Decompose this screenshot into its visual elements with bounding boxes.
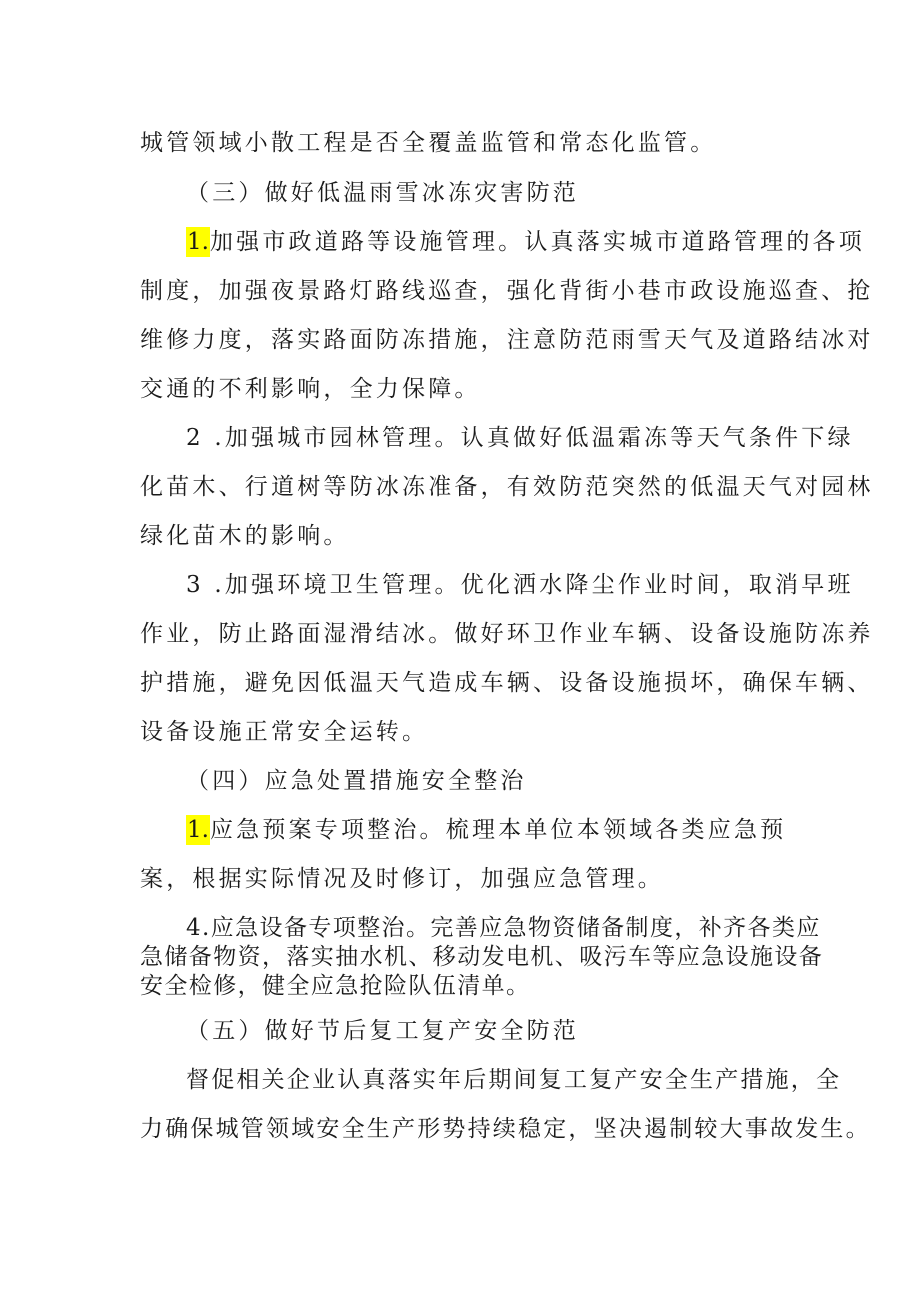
paragraph-line (140, 276, 920, 306)
paragraph-line (140, 472, 920, 502)
line-text: 维修力度，落实路面防冻措施，注意防范雨雪天气及道路结冰对 (140, 327, 874, 353)
section-heading (186, 766, 920, 796)
paragraph-line (186, 815, 920, 845)
line-text: 制度，加强夜景路灯路线巡查，强化背街小巷市政设施巡查、抢 (140, 278, 874, 304)
paragraph-line (140, 971, 920, 1001)
line-text: 城管领域小散工程是否全覆盖监管和常态化监管。 (140, 130, 717, 156)
line-text: 力确保城管领域安全生产形势持续稳定，坚决遏制较大事故发生。 (140, 1116, 871, 1142)
heading-text: （五）做好节后复工复产安全防范 (186, 1018, 579, 1044)
paragraph-line (186, 570, 920, 600)
paragraph-line (186, 913, 920, 943)
paragraph-line (140, 128, 920, 158)
paragraph-line (140, 864, 920, 894)
line-text: 设备设施正常安全运转。 (140, 719, 429, 745)
line-text: 2 .加强城市园林管理。认真做好低温霜冻等天气条件下绿 (186, 425, 854, 451)
highlighted-number: 1. (187, 229, 209, 255)
line-text: 化苗木、行道树等防冰冻准备，有效防范突然的低温天气对园林 (140, 474, 874, 500)
line-text: 4.应急设备专项整治。完善应急物资储备制度，补齐各类应 (186, 915, 821, 941)
line-text: 加强市政道路等设施管理。认真落实城市道路管理的各项 (209, 229, 865, 255)
paragraph-line (140, 619, 920, 649)
line-text: 护措施，避免因低温天气造成车辆、设备设施损坏，确保车辆、 (140, 670, 874, 696)
section-heading (186, 178, 920, 208)
paragraph-line (140, 374, 920, 404)
line-text: 督促相关企业认真落实年后期间复工复产安全生产措施，全 (186, 1067, 842, 1093)
line-text: 作业，防止路面湿滑结冰。做好环卫作业车辆、设备设施防冻养 (140, 621, 874, 647)
paragraph-line (186, 423, 920, 453)
paragraph-line (140, 325, 920, 355)
heading-text: （三）做好低温雨雪冰冻灾害防范 (186, 180, 579, 206)
paragraph-line (140, 668, 920, 698)
line-text: 安全检修，健全应急抢险队伍清单。 (140, 973, 531, 999)
paragraph-line (140, 1114, 920, 1144)
paragraph-line (186, 227, 920, 257)
section-heading (186, 1016, 920, 1046)
paragraph-line (140, 942, 920, 972)
line-text: 应急预案专项整治。梳理本单位本领域各类应急预 (209, 817, 787, 843)
line-text: 3 .加强环境卫生管理。优化洒水降尘作业时间，取消早班 (186, 572, 854, 598)
paragraph-line (140, 521, 920, 551)
line-text: 交通的不利影响，全力保障。 (140, 376, 481, 402)
line-text: 绿化苗木的影响。 (140, 523, 350, 549)
paragraph-line (186, 1065, 920, 1095)
line-text: 案，根据实际情况及时修订，加强应急管理。 (140, 866, 664, 892)
line-text: 急储备物资，落实抽水机、移动发电机、吸污车等应急设施设备 (140, 944, 824, 970)
heading-text: （四）应急处置措施安全整治 (186, 768, 527, 794)
highlighted-number: 1. (187, 817, 209, 843)
paragraph-line (140, 717, 920, 747)
